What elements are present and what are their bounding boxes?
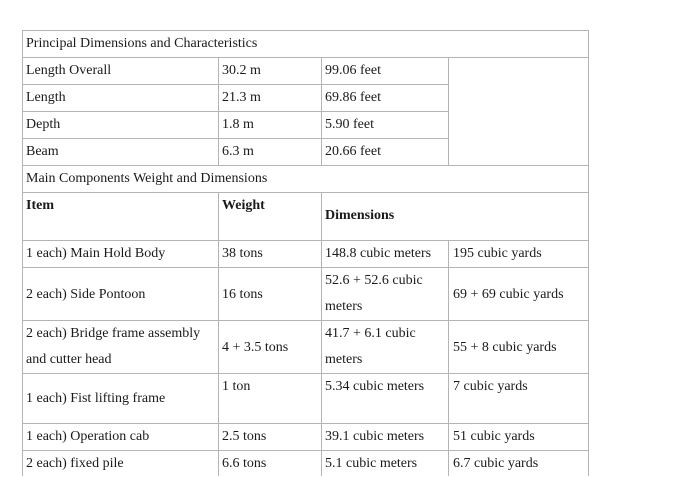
component-weight-side-pontoon: 16 tons <box>222 287 263 302</box>
dims-label-length: Length <box>26 90 66 105</box>
component-volume-imperial-fixed-pile: 6.7 cubic yards <box>453 456 539 471</box>
dims-metric-length: 21.3 m <box>222 90 261 105</box>
component-volume-metric-bridge-frame: 41.7 + 6.1 cubic meters <box>325 326 416 367</box>
component-volume-metric-operation-cab: 39.1 cubic meters <box>325 429 425 444</box>
component-volume-imperial-operation-cab: 51 cubic yards <box>453 429 535 444</box>
component-item-main-hold-body: 1 each) Main Hold Body <box>26 246 166 261</box>
component-weight-bridge-frame: 4 + 3.5 tons <box>222 340 289 355</box>
column-header-weight: Weight <box>222 198 265 213</box>
component-item-bridge-frame: 2 each) Bridge frame assembly and cutter head <box>26 326 201 367</box>
section-heading-main-components: Main Components Weight and Dimensions <box>26 171 268 186</box>
dims-imperial-depth: 5.90 feet <box>325 117 374 132</box>
component-volume-imperial-side-pontoon: 69 + 69 cubic yards <box>453 287 564 302</box>
component-weight-main-hold-body: 38 tons <box>222 246 263 261</box>
dims-label-depth: Depth <box>26 117 61 132</box>
dims-label-length-overall: Length Overall <box>26 63 112 78</box>
component-item-lifting-frame: 1 each) Fist lifting frame <box>26 391 166 406</box>
dims-label-beam: Beam <box>26 144 59 159</box>
component-item-side-pontoon: 2 each) Side Pontoon <box>26 287 146 302</box>
component-volume-metric-lifting-frame: 5.34 cubic meters <box>325 379 425 394</box>
component-volume-imperial-main-hold-body: 195 cubic yards <box>453 246 542 261</box>
component-weight-fixed-pile: 6.6 tons <box>222 456 267 471</box>
component-volume-metric-main-hold-body: 148.8 cubic meters <box>325 246 432 261</box>
dims-imperial-length-overall: 99.06 feet <box>325 63 381 78</box>
dims-imperial-length: 69.86 feet <box>325 90 381 105</box>
column-header-dimensions: Dimensions <box>325 208 395 223</box>
component-volume-metric-fixed-pile: 5.1 cubic meters <box>325 456 418 471</box>
dims-metric-beam: 6.3 m <box>222 144 254 159</box>
component-volume-imperial-lifting-frame: 7 cubic yards <box>453 379 528 394</box>
column-header-item: Item <box>26 198 54 213</box>
dims-imperial-beam: 20.66 feet <box>325 144 381 159</box>
section-heading-principal-dimensions: Principal Dimensions and Characteristics <box>26 36 258 51</box>
component-item-operation-cab: 1 each) Operation cab <box>26 429 150 444</box>
component-volume-imperial-bridge-frame: 55 + 8 cubic yards <box>453 340 557 355</box>
component-volume-metric-side-pontoon: 52.6 + 52.6 cubic meters <box>325 273 423 314</box>
dims-metric-depth: 1.8 m <box>222 117 254 132</box>
dims-metric-length-overall: 30.2 m <box>222 63 261 78</box>
component-item-fixed-pile: 2 each) fixed pile <box>26 456 124 471</box>
component-weight-operation-cab: 2.5 tons <box>222 429 267 444</box>
component-weight-lifting-frame: 1 ton <box>222 379 251 394</box>
